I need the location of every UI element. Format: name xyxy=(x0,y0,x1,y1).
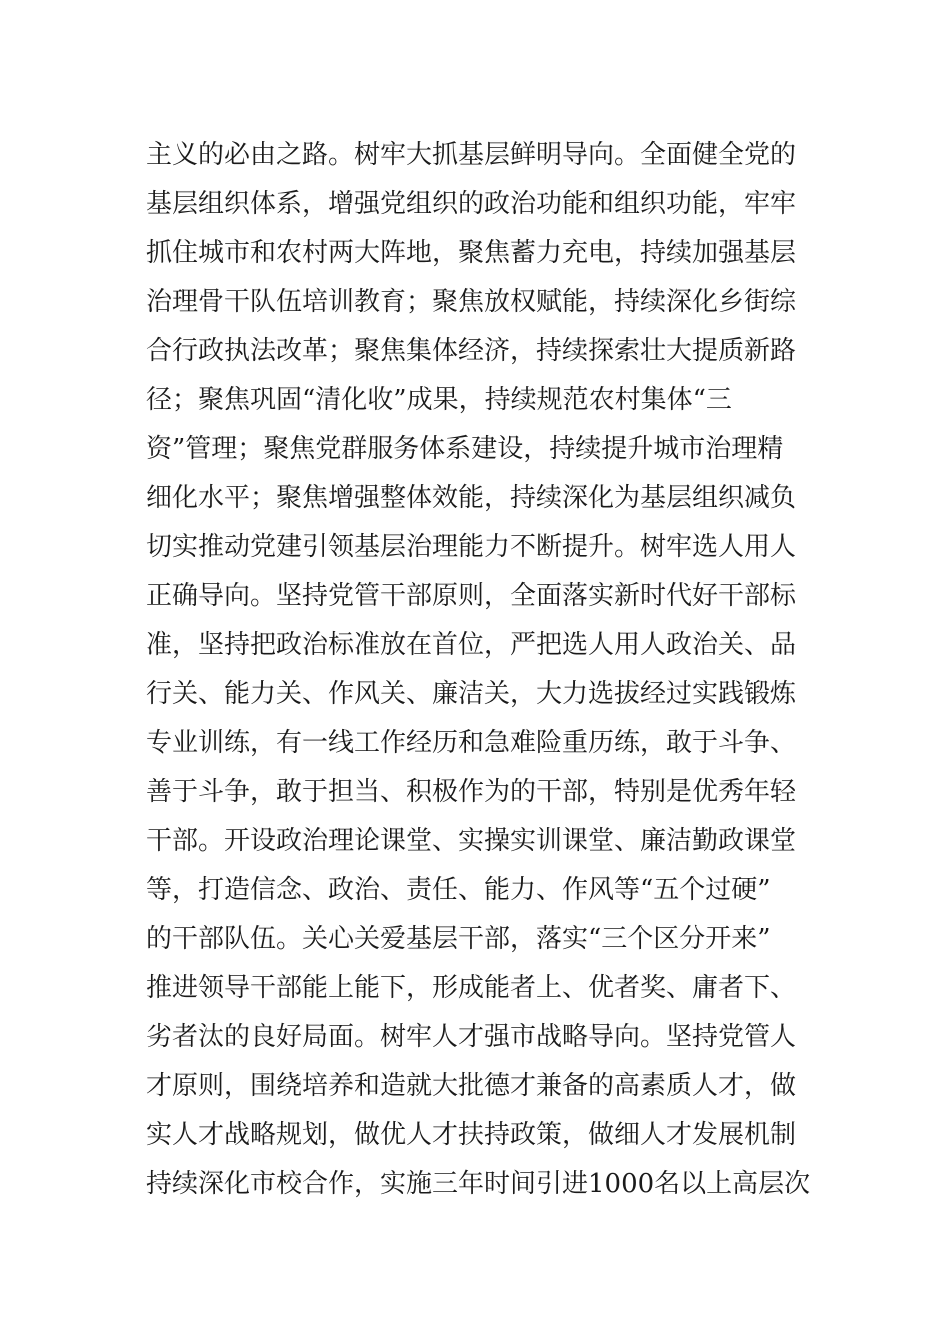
text-line: 劣者汰的良好局面。树牢人才强市战略导向。坚持党管人 xyxy=(146,1022,797,1052)
text-line: 实人才战略规划，做优人才扶持政策，做细人才发展机制 xyxy=(146,1120,797,1150)
text-line: 干部。开设政治理论课堂、实操实训课堂、廉洁勤政课堂 xyxy=(146,826,797,856)
text-line: 治理骨干队伍培训教育；聚焦放权赋能，持续深化乡街综 xyxy=(146,287,797,317)
text-line: 才原则，围绕培养和造就大批德才兼备的高素质人才，做 xyxy=(146,1071,797,1101)
text-line: 资”管理；聚焦党群服务体系建设，持续提升城市治理精 xyxy=(146,434,784,464)
text-line: 持续深化市校合作，实施三年时间引进1000名以上高层次 xyxy=(146,1169,811,1199)
text-line: 准，坚持把政治标准放在首位，严把选人用人政治关、品 xyxy=(146,630,797,660)
text-line: 推进领导干部能上能下，形成能者上、优者奖、庸者下、 xyxy=(146,973,797,1003)
text-line: 正确导向。坚持党管干部原则，全面落实新时代好干部标 xyxy=(146,581,797,611)
text-line: 的干部队伍。关心关爱基层干部，落实“三个区分开来” xyxy=(146,924,771,954)
text-line: 等，打造信念、政治、责任、能力、作风等“五个过硬” xyxy=(146,875,771,905)
text-line: 切实推动党建引领基层治理能力不断提升。树牢选人用人 xyxy=(146,532,797,562)
text-line: 抓住城市和农村两大阵地，聚焦蓄力充电，持续加强基层 xyxy=(146,238,797,268)
text-line: 基层组织体系，增强党组织的政治功能和组织功能，牢牢 xyxy=(146,189,797,219)
body-paragraph xyxy=(146,131,816,1209)
text-line: 主义的必由之路。树牢大抓基层鲜明导向。全面健全党的 xyxy=(146,140,797,170)
text-line: 细化水平；聚焦增强整体效能，持续深化为基层组织减负 xyxy=(146,483,797,513)
text-line: 行关、能力关、作风关、廉洁关，大力选拔经过实践锻炼 xyxy=(146,679,797,709)
text-line: 径；聚焦巩固“清化收”成果，持续规范农村集体“三 xyxy=(146,385,732,415)
text-line: 善于斗争，敢于担当、积极作为的干部，特别是优秀年轻 xyxy=(146,777,797,807)
text-line: 专业训练，有一线工作经历和急难险重历练，敢于斗争、 xyxy=(146,728,797,758)
text-line: 合行政执法改革；聚焦集体经济，持续探索壮大提质新路 xyxy=(146,336,797,366)
